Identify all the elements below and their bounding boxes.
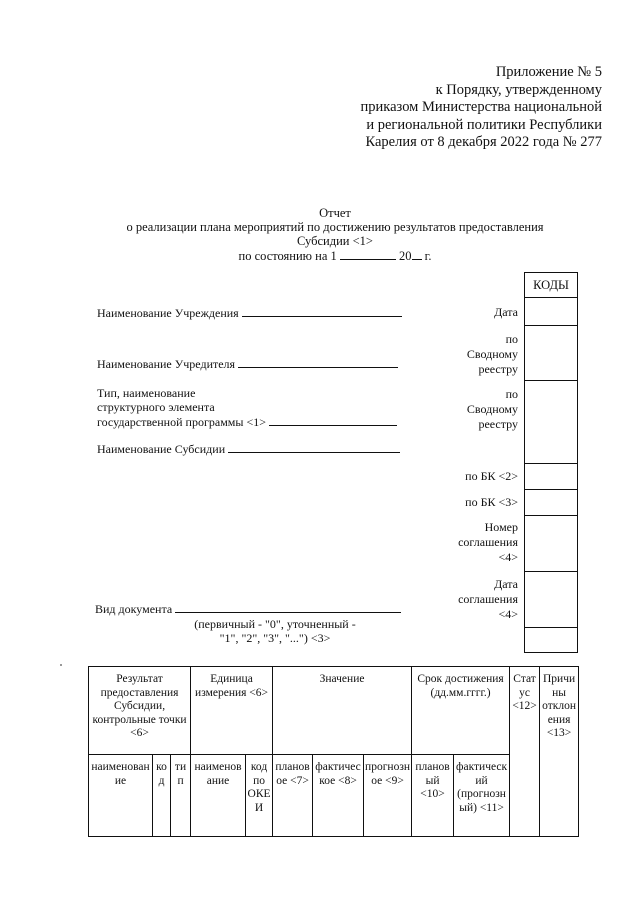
doc-type-label: Вид документа [95,602,173,616]
codes-header: КОДЫ [533,278,569,292]
appendix-line: Приложение № 5 [495,64,602,80]
results-table [88,666,579,837]
sub-forecast: прогнозное <9> [364,755,412,837]
header-unit: Единица измерения <6> [191,667,273,755]
registry1-line3: реестру [478,362,518,376]
header-value: Значение [273,667,412,755]
header-reasons: Причины отклонения <13> [540,667,579,837]
date-prefix: по состоянию на 1 [238,249,337,263]
founder-blank [238,356,398,368]
date-code-label: Дата [494,305,518,319]
code-cell-agreement-date[interactable] [525,571,577,627]
header-status: Статус <12> [510,667,540,837]
agreement-date-line1: Дата [494,577,518,591]
report-subsidy: Субсидии <1> [297,234,373,248]
year-blank [412,248,422,260]
registry1-line1: по [505,332,518,346]
code-cell-doc-type[interactable] [525,627,577,652]
appendix-line: Карелия от 8 декабря 2022 года № 277 [365,134,602,150]
doc-note-1: (первичный - "0", уточненный - [194,617,356,631]
report-subtitle: о реализации плана мероприятий по достижению результатов предоставления [126,220,544,234]
doc-type-note [180,617,370,645]
agreement-date-label [458,577,518,622]
sub-fact: фактическое <8> [313,755,364,837]
agreement-num-line1: Номер [484,520,518,534]
table-subheader-row [89,755,579,837]
sub-type: тип [171,755,191,837]
sub-name: наименование [89,755,153,837]
agreement-date-line3: <4> [498,607,518,621]
table-header-row [89,667,579,755]
agreement-num-line2: соглашения [458,535,518,549]
sub-planned-date: плановый <10> [412,755,454,837]
codes-column [524,272,578,653]
header-result: Результат предоставления Субсидии, контрольные точки <6> [89,667,191,755]
date-year: 20 [399,249,412,263]
code-cell-bk3[interactable] [525,489,577,515]
sub-actual-date: фактический (прогнозный) <11> [454,755,510,837]
sub-code: код [153,755,171,837]
program-block [97,386,397,429]
report-title-block [100,206,570,263]
founder-label: Наименование Учредителя [97,357,236,371]
bk2-label: по БК <2> [465,469,518,483]
program-label-1: Тип, наименование [97,386,196,400]
appendix-line: приказом Министерства национальной [360,99,602,115]
header-deadline: Срок достижения (дд.мм.гггг.) [412,667,510,755]
code-cell-date[interactable] [525,297,577,325]
doc-note-2: "1", "2", "3", "...") <3> [219,631,331,645]
appendix-line: и региональной политики Республики [366,116,602,133]
subsidy-row [97,441,400,456]
sub-plan: плановое <7> [273,755,313,837]
sub-okei: код по ОКЕИ [246,755,273,837]
report-title: Отчет [319,206,351,220]
registry-label-2 [467,387,518,432]
doc-type-blank [175,601,401,613]
subsidy-blank [228,441,400,453]
bk3-label: по БК <3> [465,495,518,509]
code-cell-agreement-number[interactable] [525,515,577,571]
registry2-line3: реестру [478,417,518,431]
date-blank [340,248,396,260]
sub-unit-name: наименование [191,755,246,837]
program-label-2: структурного элемента [97,400,215,414]
agreement-number-label [458,520,518,565]
registry-label-1 [467,332,518,377]
registry2-line2: Сводному [466,402,518,416]
registry1-line2: Сводному [466,347,518,361]
registry2-line1: по [505,387,518,401]
code-cell-registry-1[interactable] [525,325,577,380]
founder-row [97,356,398,371]
institution-row [97,305,402,320]
appendix-header [272,64,602,152]
code-cell-bk2[interactable] [525,463,577,489]
program-row-3 [97,414,397,429]
date-suffix: г. [424,249,432,263]
program-label-3: государственной программы <1> [97,415,266,429]
institution-label: Наименование Учреждения [97,306,239,320]
subsidy-label: Наименование Субсидии [97,442,226,456]
appendix-line: к Порядку, утвержденному [435,81,602,98]
agreement-num-line3: <4> [498,550,518,564]
doc-type-row [95,601,401,616]
institution-blank [242,305,402,317]
code-cell-registry-2[interactable] [525,380,577,463]
report-date-line [100,248,570,263]
scan-dot [60,664,62,666]
agreement-date-line2: соглашения [458,592,518,606]
program-blank [269,414,397,426]
